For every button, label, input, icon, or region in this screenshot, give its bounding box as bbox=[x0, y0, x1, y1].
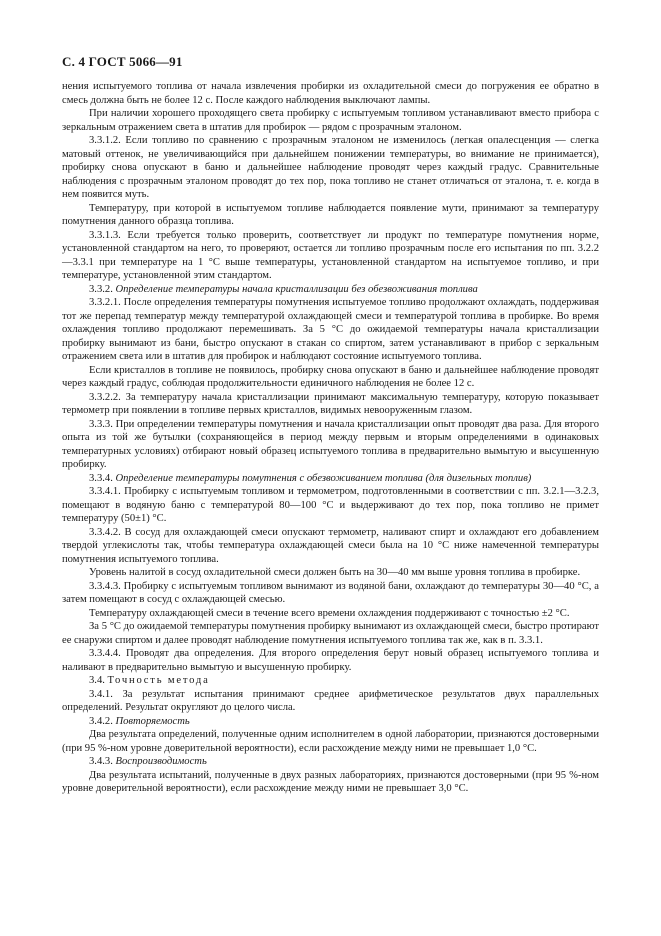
paragraph-text: 3.3.2.2. За температуру начала кристаллизации принимают максимальную температуру, которую показывает термометр при появлении в топливе первых кристаллов, видимых невооруженным глазом. bbox=[62, 391, 599, 416]
paragraph-text: 3.4.3. bbox=[89, 756, 116, 767]
paragraph bbox=[62, 580, 599, 607]
paragraph-emphasis: Определение температуры начала кристаллизации без обезвоживания топлива bbox=[115, 283, 478, 295]
page-header: С. 4 ГОСТ 5066—91 bbox=[62, 54, 183, 69]
paragraph bbox=[62, 526, 599, 567]
paragraph-text: Два результата испытаний, полученные в двух разных лабораториях, признаются достоверными (при 95 %-ном уровне доверительной вероятности), если расхождение между ними не превышает 3,0 °С. bbox=[62, 769, 599, 794]
paragraph-text: 3.3.1.2. Если топливо по сравнению с прозрачным эталоном не изменилось (легкая опалесценция — слегка матовый оттенок, не увеличивающийся при дальнейшем понижении температуры, во внимание не принимается), пробирку снова опускают в баню и дальнейшее наблюдение проводят через каждый градус. Сравнительные наблюдения с прозрачным эталоном проводят до тех пор, пока топливо не станет отличаться от эталона, т. е. когда в нем появится муть. bbox=[62, 135, 599, 200]
paragraph-text: 3.3.3. При определении температуры помутнения и начала кристаллизации опыт проводят два раза. Для второго опыта из той же бутылки (сохраняющейся в период между первым и вторым определениями в одинаковых температурных условиях) отбирают новый образец испытуемого топлива в предварительно вымытую и высушенную пробирку. bbox=[62, 418, 599, 470]
paragraph-text: 3.3.4.1. Пробирку с испытуемым топливом и термометром, подготовленными в соответствии с пп. 3.2.1—3.2.3, помещают в водяную баню с температурой 80—100 °С и выдерживают до тех пор, пока топливо не примет температуру (50±1) °С. bbox=[62, 486, 599, 524]
paragraph-text: Уровень налитой в сосуд охладительной смеси должен быть на 30—40 мм выше уровня топлива в пробирке. bbox=[89, 567, 581, 578]
paragraph-text: 3.3.2. bbox=[89, 283, 116, 295]
paragraph-text: нения испытуемого топлива от начала извлечения пробирки из охладительной смеси до погружения ее обратно в смесь должна быть не более 12 с. После каждого наблюдения выключают лампы. bbox=[62, 81, 599, 106]
paragraph-emphasis: Определение температуры помутнения с обезвоживанием топлива (для дизельных топлив) bbox=[115, 472, 532, 484]
paragraph-text: За 5 °С до ожидаемой температуры помутнения пробирку вынимают из охлаждающей смеси, быстро протирают ее снаружи спиртом и далее проводят наблюдение помутнения испытуемого топлива так же, как в п. 3.3.1. bbox=[62, 621, 599, 646]
paragraph-emphasis: Точность метода bbox=[107, 675, 210, 686]
paragraph bbox=[62, 620, 599, 647]
paragraph bbox=[62, 607, 599, 621]
paragraph-text: 3.4. bbox=[89, 675, 108, 686]
paragraph bbox=[62, 296, 599, 364]
paragraph-text: 3.3.4. bbox=[89, 472, 116, 484]
document-body bbox=[62, 80, 599, 796]
paragraph-text: 3.3.1.3. Если требуется только проверить, соответствует ли продукт по температуре помутнения норме, установленной стандартом на него, то проверяют, остается ли топливо прозрачным после его испытания по пп. 3.2.2—3.3.1 при температуре на 1 °С выше температуры, установленной стандартом на испытуемое топливо, и при температуре, установленной этим стандартом. bbox=[62, 229, 599, 281]
paragraph bbox=[62, 472, 599, 486]
paragraph bbox=[62, 418, 599, 472]
paragraph-text: При наличии хорошего проходящего света пробирку с испытуемым топливом устанавливают вместо прибора с зеркальным отражением света в штатив для пробирок — рядом с прозрачным эталоном. bbox=[62, 108, 599, 133]
paragraph-text: 3.3.4.4. Проводят два определения. Для второго определения берут новый образец испытуемого топлива и наливают в предварительно вымытую и высушенную пробирку. bbox=[62, 648, 599, 673]
paragraph-text: Если кристаллов в топливе не появилось, пробирку снова опускают в баню и дальнейшее наблюдение проводят через каждый градус, соблюдая продолжительности единичного наблюдения не более 12 с. bbox=[62, 364, 599, 389]
paragraph bbox=[62, 728, 599, 755]
paragraph bbox=[62, 134, 599, 202]
paragraph bbox=[62, 391, 599, 418]
paragraph bbox=[62, 715, 599, 729]
paragraph bbox=[62, 566, 599, 580]
paragraph bbox=[62, 674, 599, 688]
paragraph bbox=[62, 688, 599, 715]
paragraph bbox=[62, 107, 599, 134]
paragraph bbox=[62, 755, 599, 769]
paragraph bbox=[62, 647, 599, 674]
paragraph bbox=[62, 769, 599, 796]
paragraph-text: 3.3.4.2. В сосуд для охлаждающей смеси опускают термометр, наливают спирт и охлаждают его добавлением твердой углекислоты так, чтобы температура охлаждающей смеси была на 10 °С ниже намеченной температуры помутнения испытуемого топлива. bbox=[62, 526, 599, 565]
paragraph-text: Температуру, при которой в испытуемом топливе наблюдается появление мути, принимают за температуру помутнения данного образца топлива. bbox=[62, 202, 599, 227]
paragraph bbox=[62, 364, 599, 391]
paragraph-text: Температуру охлаждающей смеси в течение всего времени охлаждения поддерживают с точностью ±2 °С. bbox=[89, 607, 570, 619]
paragraph bbox=[62, 80, 599, 107]
paragraph bbox=[62, 283, 599, 297]
paragraph-emphasis: Воспроизводимость bbox=[115, 756, 207, 767]
paragraph bbox=[62, 485, 599, 526]
paragraph-text: 3.3.4.3. Пробирку с испытуемым топливом вынимают из водяной бани, охлаждают до температуры 30—40 °С, а затем помещают в сосуд с охлаждающей смесью. bbox=[62, 580, 599, 605]
paragraph bbox=[62, 229, 599, 283]
paragraph-emphasis: Повторяемость bbox=[115, 715, 190, 727]
paragraph-text: Два результата определений, полученные одним исполнителем в одной лаборатории, признаются достоверными (при 95 %-ном уровне доверительной вероятности), если расхождение между ними не превышает 1,0 °С. bbox=[62, 729, 599, 754]
paragraph bbox=[62, 202, 599, 229]
paragraph-text: 3.4.2. bbox=[89, 715, 116, 727]
paragraph-text: 3.3.2.1. После определения температуры помутнения испытуемое топливо продолжают охлаждать, поддерживая тот же перепад температур между температурой охлаждающей смеси и температурой топлива в пробирке. Во время охлаждения топливо продолжают перемешивать. За 5 °С до ожидаемой температуры начала кристаллизации пробирку вынимают из бани, быстро опускают в стакан со спиртом, затем устанавливают в прибор с зеркальным отражением света или в штатив для пробирок и наблюдают состояние испытуемого топлива. bbox=[62, 297, 599, 362]
paragraph-text: 3.4.1. За результат испытания принимают среднее арифметическое результатов двух параллельных определений. Результат округляют до целого числа. bbox=[62, 688, 599, 713]
